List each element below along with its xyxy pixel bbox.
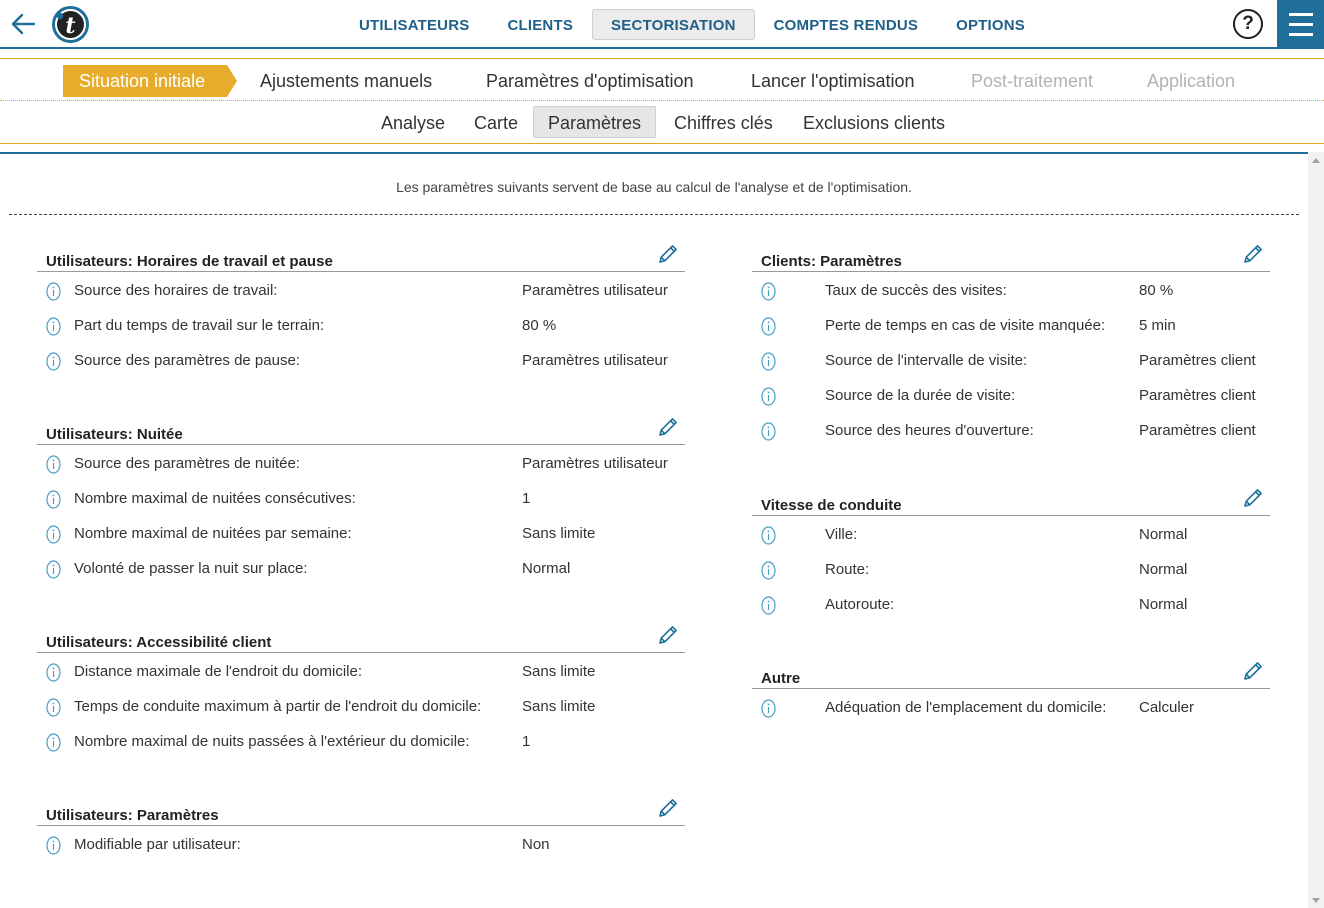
parameter-label: Perte de temps en cas de visite manquée: [825, 317, 1106, 334]
parameter-row [752, 272, 1270, 307]
parameter-value: Paramètres client [1139, 422, 1256, 439]
parameter-label: Source de la durée de visite: [825, 387, 1016, 404]
step-ajustements-manuels[interactable]: Ajustements manuels [260, 71, 433, 91]
section-header [752, 482, 1270, 516]
parameter-row [752, 586, 1270, 621]
section-title: Utilisateurs: Horaires de travail et pause [46, 253, 333, 270]
edit-pencil-icon[interactable] [1242, 487, 1264, 509]
parameter-row [37, 550, 685, 585]
intro-text: Les paramètres suivants servent de base au calcul de l'analyse et de l'optimisation. [396, 179, 912, 195]
parameter-value: Paramètres client [1139, 387, 1256, 404]
parameter-label: Source des horaires de travail: [74, 282, 278, 299]
tab-exclusions-clients[interactable]: Exclusions clients [803, 113, 946, 133]
parameter-label: Ville: [825, 526, 858, 543]
parameter-value: Sans limite [522, 663, 596, 680]
section-utilisateurs-nuitee [37, 411, 685, 585]
parameter-value: Paramètres utilisateur [522, 282, 668, 299]
parameter-value: Normal [522, 560, 571, 577]
parameter-value: Sans limite [522, 698, 596, 715]
edit-pencil-icon[interactable] [657, 624, 679, 646]
parameter-row [752, 412, 1270, 447]
parameter-label: Volonté de passer la nuit sur place: [74, 560, 308, 577]
edit-pencil-icon[interactable] [657, 243, 679, 265]
parameter-row [37, 480, 685, 515]
top-bar [0, 0, 1324, 49]
edit-pencil-icon[interactable] [657, 797, 679, 819]
parameter-row [752, 516, 1270, 551]
info-icon[interactable] [761, 699, 776, 718]
parameter-value: Calculer [1139, 699, 1195, 716]
info-icon[interactable] [761, 422, 776, 441]
edit-pencil-icon[interactable] [1242, 660, 1264, 682]
section-utilisateurs-horaires-de-travail-et-pause [37, 238, 685, 377]
parameter-row [752, 689, 1270, 724]
parameter-value: Normal [1139, 596, 1188, 613]
parameter-label: Distance maximale de l'endroit du domicile: [74, 663, 362, 680]
parameter-label: Autoroute: [825, 596, 895, 613]
info-icon[interactable] [761, 282, 776, 301]
parameter-value: Paramètres utilisateur [522, 352, 668, 369]
parameter-value: 1 [522, 490, 531, 507]
info-icon[interactable] [761, 387, 776, 406]
parameter-row [752, 307, 1270, 342]
parameter-row [37, 826, 685, 861]
scroll-up-icon[interactable] [1312, 158, 1320, 163]
section-header [752, 655, 1270, 689]
section-title: Utilisateurs: Nuitée [46, 426, 183, 443]
nav-comptes-rendus[interactable]: COMPTES RENDUS [773, 17, 919, 34]
step-bar [0, 58, 1324, 101]
step-application: Application [1147, 71, 1236, 91]
parameter-label: Adéquation de l'emplacement du domicile: [825, 699, 1107, 716]
section-utilisateurs-parametres [37, 792, 685, 861]
info-icon[interactable] [46, 836, 61, 855]
help-icon[interactable]: ? [1233, 9, 1263, 39]
step-parametres-optimisation[interactable]: Paramètres d'optimisation [486, 71, 694, 91]
parameter-row [37, 445, 685, 480]
section-clients-parametres [752, 238, 1270, 447]
hamburger-menu-icon[interactable] [1277, 0, 1324, 49]
tab-parametres[interactable]: Paramètres [533, 106, 656, 138]
section-header [37, 238, 685, 272]
info-icon[interactable] [761, 352, 776, 371]
info-icon[interactable] [46, 455, 61, 474]
tab-analyse[interactable]: Analyse [381, 113, 446, 133]
tab-carte[interactable]: Carte [474, 113, 519, 133]
section-header [752, 238, 1270, 272]
info-icon[interactable] [46, 698, 61, 717]
edit-pencil-icon[interactable] [657, 416, 679, 438]
parameter-label: Nombre maximal de nuits passées à l'extérieur du domicile: [74, 733, 470, 750]
parameter-row [752, 551, 1270, 586]
parameter-label: Modifiable par utilisateur: [74, 836, 241, 853]
parameter-value: 80 % [1139, 282, 1174, 299]
dashed-separator [9, 214, 1299, 215]
parameter-label: Temps de conduite maximum à partir de l'endroit du domicile: [74, 698, 482, 715]
nav-utilisateurs[interactable]: UTILISATEURS [359, 17, 470, 34]
parameter-value: Paramètres utilisateur [522, 455, 668, 472]
info-icon[interactable] [761, 561, 776, 580]
section-title: Utilisateurs: Paramètres [46, 807, 219, 824]
parameter-row [752, 377, 1270, 412]
step-situation-initiale[interactable]: Situation initiale [63, 65, 227, 97]
section-title: Autre [761, 670, 801, 687]
parameter-value: Normal [1139, 561, 1188, 578]
section-title: Vitesse de conduite [761, 497, 902, 514]
parameter-row [37, 723, 685, 758]
parameter-label: Source des heures d'ouverture: [825, 422, 1034, 439]
info-icon[interactable] [46, 525, 61, 544]
step-post-traitement: Post-traitement [971, 71, 1094, 91]
back-arrow-icon[interactable] [8, 9, 38, 39]
parameter-value: Sans limite [522, 525, 596, 542]
section-utilisateurs-accessibilite-client [37, 619, 685, 758]
parameter-row [37, 307, 685, 342]
tab-chiffres-cles[interactable]: Chiffres clés [674, 113, 773, 133]
parameter-value: 1 [522, 733, 531, 750]
parameter-value: Normal [1139, 526, 1188, 543]
section-title: Utilisateurs: Accessibilité client [46, 634, 272, 651]
nav-clients[interactable]: CLIENTS [507, 17, 574, 34]
parameter-value: Paramètres client [1139, 352, 1256, 369]
parameter-label: Nombre maximal de nuitées par semaine: [74, 525, 352, 542]
svg-text:t: t [65, 13, 76, 39]
nav-options[interactable]: OPTIONS [956, 17, 1026, 34]
section-header [37, 411, 685, 445]
section-header [37, 792, 685, 826]
step-lancer-optimisation[interactable]: Lancer l'optimisation [751, 71, 915, 91]
parameter-row [37, 653, 685, 688]
parameter-value: 80 % [522, 317, 557, 334]
edit-pencil-icon[interactable] [1242, 243, 1264, 265]
parameter-label: Taux de succès des visites: [825, 282, 1007, 299]
parameter-label: Part du temps de travail sur le terrain: [74, 317, 325, 334]
parameter-label: Nombre maximal de nuitées consécutives: [74, 490, 356, 507]
info-icon[interactable] [761, 317, 776, 336]
section-vitesse-de-conduite [752, 482, 1270, 621]
info-icon[interactable] [46, 560, 61, 579]
parameter-row [37, 688, 685, 723]
parameter-row [752, 342, 1270, 377]
section-autre [752, 655, 1270, 724]
main-nav [340, 9, 1044, 40]
info-icon[interactable] [46, 733, 61, 752]
content-divider [0, 152, 1308, 154]
parameter-value: 5 min [1139, 317, 1176, 334]
info-icon[interactable] [46, 317, 61, 336]
section-title: Clients: Paramètres [761, 253, 902, 270]
info-icon[interactable] [761, 526, 776, 545]
parameter-label: Source des paramètres de pause: [74, 352, 300, 369]
parameter-label: Source de l'intervalle de visite: [825, 352, 1028, 369]
parameter-row [37, 342, 685, 377]
vertical-scrollbar[interactable] [1308, 152, 1324, 908]
parameter-value: Non [522, 836, 550, 853]
info-icon[interactable] [46, 490, 61, 509]
parameter-row [37, 515, 685, 550]
parameter-label: Route: [825, 561, 870, 578]
info-icon[interactable] [46, 282, 61, 301]
nav-sectorisation[interactable]: SECTORISATION [592, 9, 755, 40]
section-header [37, 619, 685, 653]
scroll-down-icon[interactable] [1312, 898, 1320, 903]
app-logo [52, 6, 89, 43]
info-icon[interactable] [761, 596, 776, 615]
sub-tab-bar [0, 101, 1324, 144]
parameter-row [37, 272, 685, 307]
parameter-label: Source des paramètres de nuitée: [74, 455, 300, 472]
info-icon[interactable] [46, 663, 61, 682]
info-icon[interactable] [46, 352, 61, 371]
